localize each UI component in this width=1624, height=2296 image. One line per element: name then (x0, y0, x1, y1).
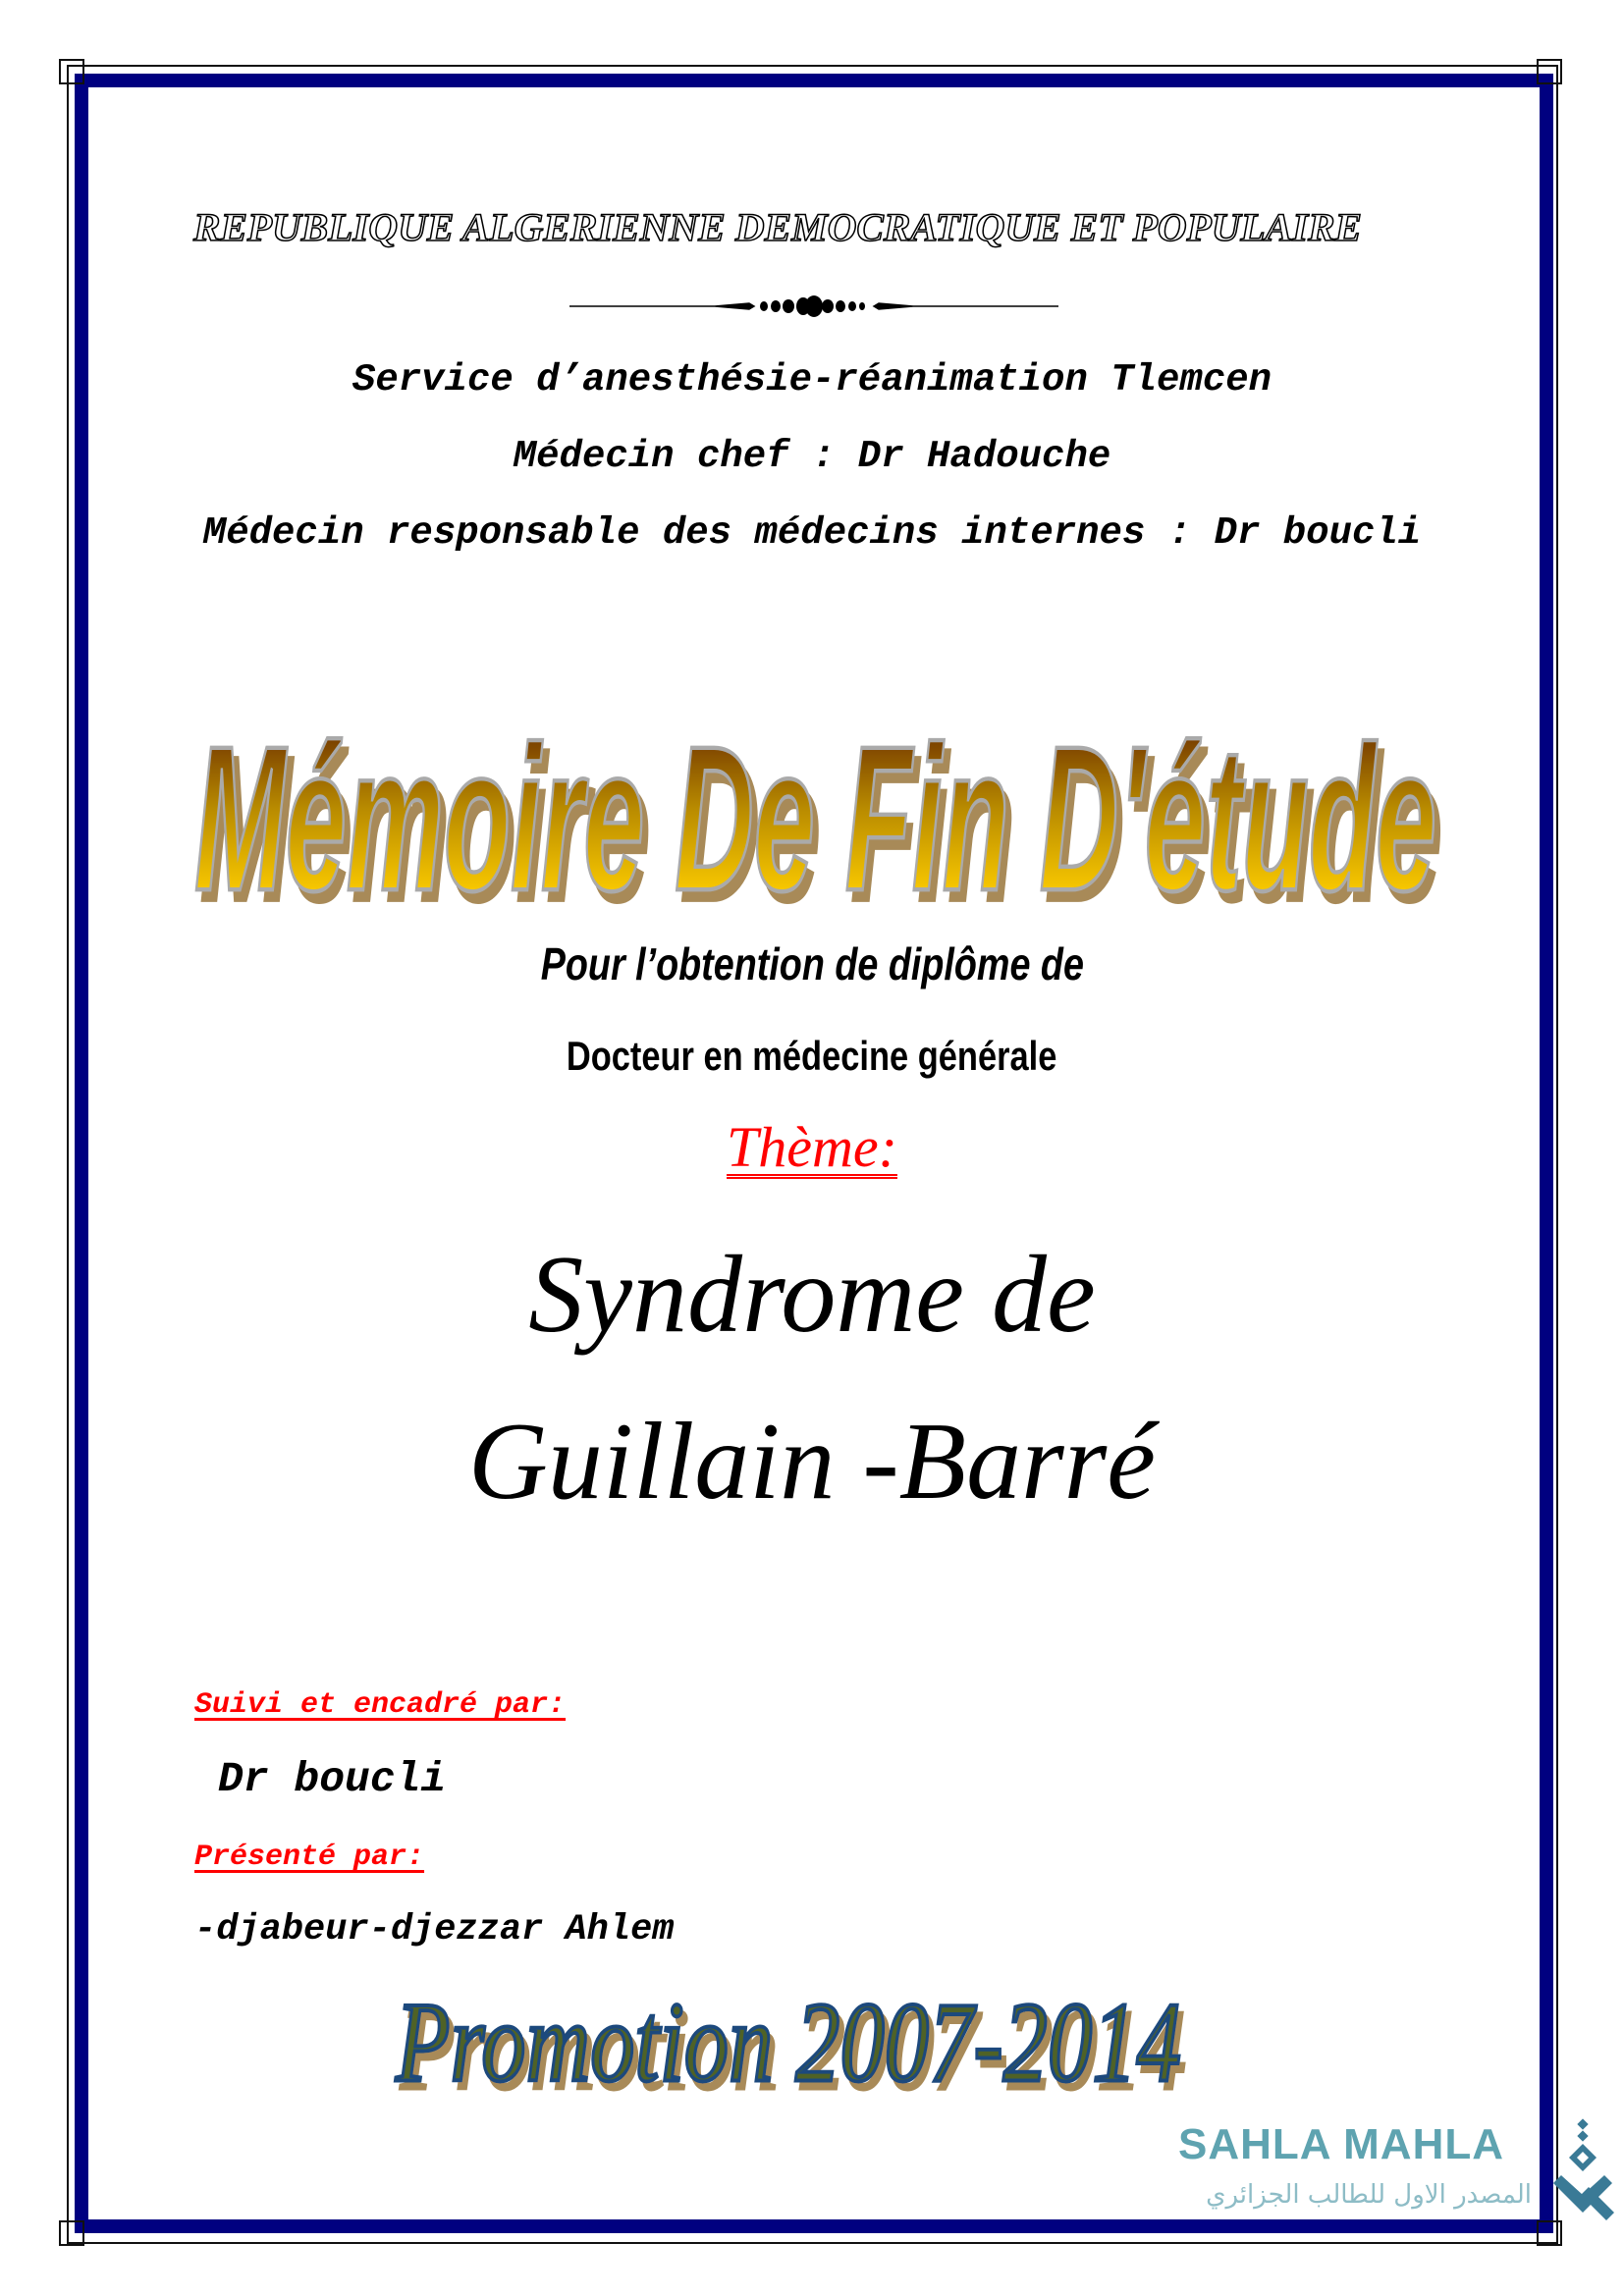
ornament-divider (568, 294, 1060, 318)
watermark-brand: SAHLA MAHLA (1178, 2120, 1504, 2168)
degree-line (0, 1033, 1624, 1080)
chief-doctor-line: Médecin chef : Dr Hadouche (513, 435, 1111, 478)
promotion-text: Promotion 2007-2014 (395, 1993, 1181, 2106)
title-text: Mémoire De Fin D'étude (194, 704, 1436, 923)
supervisor-name: Dr boucli (218, 1755, 447, 1803)
purpose-text: Pour l’obtention de diplôme de (540, 938, 1084, 989)
service-line: Service d’anesthésie-réanimation Tlemcen (352, 358, 1272, 401)
author-name: -djabeur-djezzar Ahlem (194, 1909, 675, 1950)
promotion-wordart (388, 1993, 1203, 2106)
memoire-title-wordart (187, 702, 1453, 923)
border-corner-bottom-left (59, 2220, 84, 2246)
theme-title-line2: Guillain -Barré (468, 1401, 1156, 1522)
republic-heading-text: REPUBLIQUE ALGERIENNE DEMOCRATIQUE ET POPULAIRE (191, 205, 1362, 249)
responsible-doctor-line: Médecin responsable des médecins internes : Dr boucli (202, 511, 1422, 555)
degree-text: Docteur en médecine générale (567, 1033, 1057, 1079)
supervised-by-label: Suivi et encadré par: (194, 1688, 567, 1722)
watermark-tagline: المصدر الاول للطالب الجزائري (1206, 2180, 1532, 2210)
border-corner-top-left (59, 59, 84, 84)
theme-label-text: Thème: (727, 1115, 897, 1179)
purpose-line (0, 937, 1624, 990)
calligraphy-logo-icon (1549, 2118, 1618, 2226)
sahla-mahla-watermark (1178, 2120, 1620, 2238)
theme-label (0, 1114, 1624, 1180)
border-corner-top-right (1537, 59, 1562, 84)
theme-title-line1: Syndrome de (528, 1234, 1096, 1356)
presented-by-label: Présenté par: (194, 1841, 425, 1874)
republic-heading (191, 196, 1370, 255)
